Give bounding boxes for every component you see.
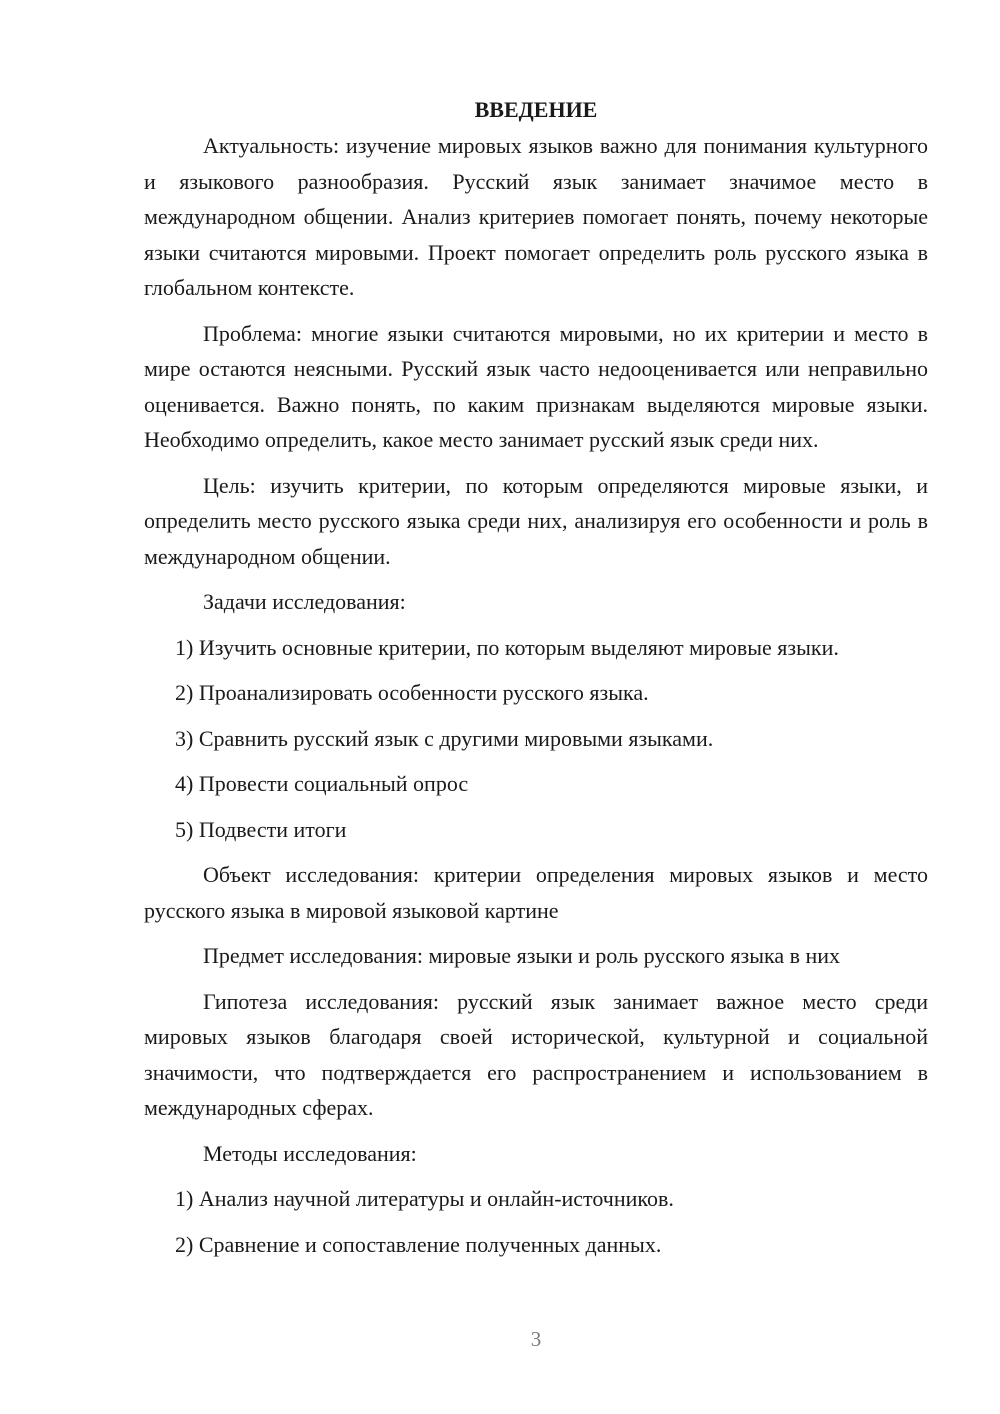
methods-list [144,1181,928,1262]
tasks-list [144,630,928,848]
methods-heading: Методы исследования: [203,1140,417,1166]
section-title: ВВЕДЕНИЕ [474,97,598,122]
task-item: 2) Проанализировать особенности русского языка. [175,680,649,705]
goal-paragraph: Цель: изучить критерии, по которым определяются мировые языки, и определить место русского языка среди них, анализируя его особенности и роль в международном общении. [144,472,928,569]
task-item: 1) Изучить основные критерии, по которым выделяют мировые языки. [175,634,839,660]
hypothesis-paragraph: Гипотеза исследования: русский язык занимает важное место среди мировых языков благодаря своей исторической, культурной и социальной значимости, что подтверждается его распространением и использованием в международных сферах. [144,988,928,1120]
tasks-heading: Задачи исследования: [203,589,406,614]
subject-paragraph: Предмет исследования: мировые языки и роль русского языка в них [203,943,841,968]
method-item: 2) Сравнение и сопоставление полученных данных. [175,1231,662,1257]
task-item: 4) Провести социальный опрос [175,771,469,796]
problem-paragraph: Проблема: многие языки считаются мировыми, но их критерии и место в мире остаются неясными. Русский язык часто недооценивается или неправильно оценивается. Важно понять, по каким признакам выделяются мировые языки. Необходимо определить, какое место занимает русский язык среди них. [144,320,928,452]
object-paragraph: Объект исследования: критерии определения мировых языков и место русского языка в мировой языковой картине [144,862,928,923]
method-item: 1) Анализ научной литературы и онлайн-источников. [175,1186,674,1211]
task-item: 3) Сравнить русский язык с другими мировыми языками. [175,725,714,751]
task-item: 5) Подвести итоги [175,816,347,842]
document-page [144,95,928,1272]
page-number: 3 [530,1327,542,1351]
relevance-paragraph: Актуальность: изучение мировых языков важно для понимания культурного и языкового разнообразия. Русский язык занимает значимое место в международном общении. Анализ критериев помогает понять, почему некоторые языки считаются мировыми. Проект помогает определить роль русского языка в глобальном контексте. [144,133,928,300]
